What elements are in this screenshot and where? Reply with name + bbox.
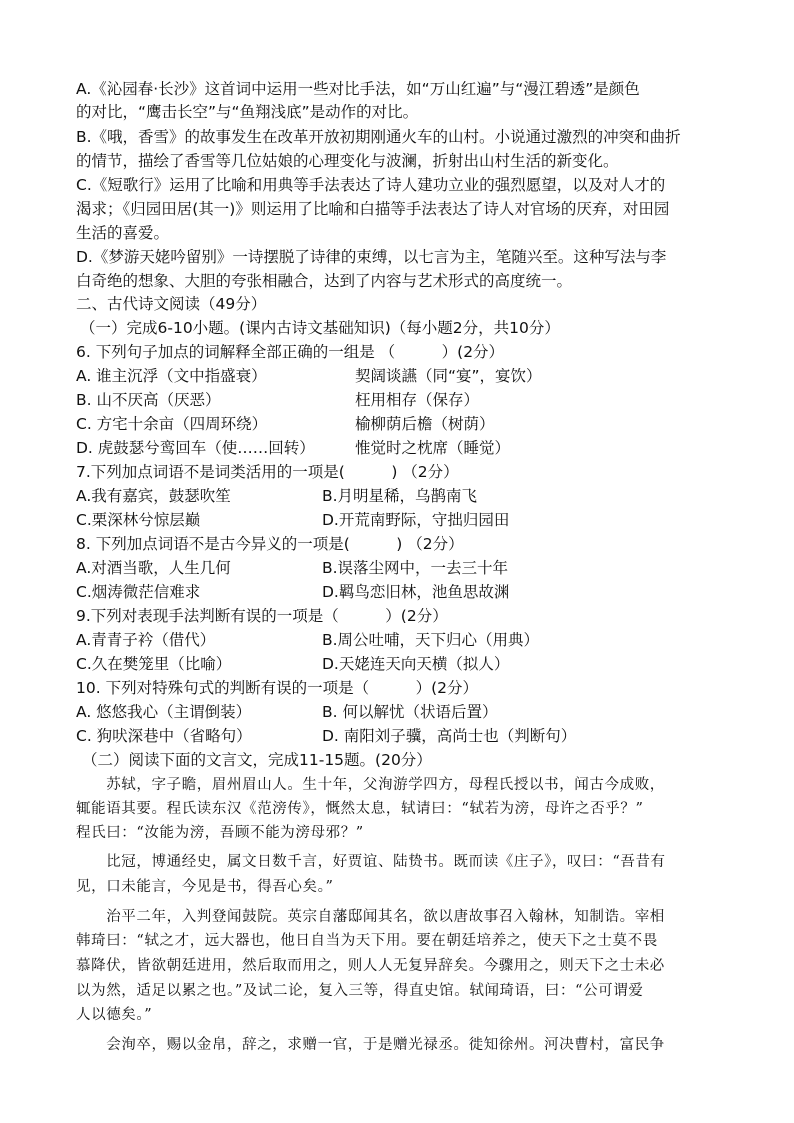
passage-line: 见，口未能言，今见是书，得吾心矣。” — [76, 879, 334, 895]
q7-option-d: D.开荒南野际，守拙归园田 — [322, 511, 510, 529]
passage-line: 治平二年，入判登闻鼓院。英宗自藩邸闻其名，欲以唐故事召入翰林，知制诰。宰相 — [76, 909, 665, 925]
question-stem: 6. 下列句子加点的词解释全部正确的一组是 （ ）(2分） — [76, 343, 505, 361]
q6-option-a-right: 契阔谈讌（同“宴”，宴饮） — [355, 367, 542, 385]
q9-option-b: B.周公吐哺，天下归心（用典） — [322, 631, 540, 649]
q9-option-d: D.天姥连天向天横（拟人） — [322, 655, 510, 673]
q5-option-c-line3: 生活的喜爱。 — [76, 224, 170, 242]
q8-option-c: C.烟涛微茫信难求 — [76, 583, 201, 601]
passage-line: 苏轼，字子瞻，眉州眉山人。生十年，父洵游学四方，母程氏授以书，闻古今成败， — [76, 777, 665, 793]
q5-option-d-line2: 白奇绝的想象、大胆的夸张相融合，达到了内容与艺术形式的高度统一。 — [76, 272, 573, 290]
q5-option-b-line1: B.《哦，香雪》的故事发生在改革开放初期刚通火车的山村。小说通过激烈的冲突和曲折 — [76, 128, 681, 146]
passage-line: 慕降伏，皆欲朝廷进用，然后取而用之，则人人无复异辞矣。今骤用之，则天下之士未必 — [76, 958, 665, 974]
q9-option-c: C.久在樊笼里（比喻） — [76, 655, 232, 673]
q6-option-a: A. 谁主沉浮（文中指盛衰） — [76, 367, 267, 385]
q8-option-b: B.误落尘网中，一去三十年 — [322, 559, 509, 577]
q7-option-b: B.月明星稀，乌鹊南飞 — [322, 487, 478, 505]
q10-option-b: B. 何以解忧（状语后置） — [322, 703, 498, 721]
question-stem: 8. 下列加点词语不是古今异义的一项是( ) （2分） — [76, 535, 464, 553]
q5-option-c-line1: C.《短歌行》运用了比喻和用典等手法表达了诗人建功立业的强烈愿望，以及对人才的 — [76, 176, 666, 194]
passage-line: 人以德矣。” — [76, 1007, 153, 1023]
q5-option-d-line1: D.《梦游天姥吟留别》一诗摆脱了诗律的束缚，以七言为主，笔随兴至。这种写法与李 — [76, 248, 667, 266]
q6-option-b-right: 枉用相存（保存） — [355, 391, 480, 409]
q6-option-b: B. 山不厌高（厌恶） — [76, 391, 221, 409]
q10-option-a: A. 悠悠我心（主谓倒装） — [76, 703, 252, 721]
q6-option-d: D. 虎鼓瑟兮鸾回车（使……回转） — [76, 439, 315, 457]
q5-option-a-line2: 的对比，“鹰击长空”与“鱼翔浅底”是动作的对比。 — [76, 103, 419, 121]
passage-line: 比冠，博通经史，属文日数千言，好贾谊、陆贽书。既而读《庄子》，叹曰：“吾昔有 — [76, 854, 666, 870]
q8-option-a: A.对酒当歌，人生几何 — [76, 559, 231, 577]
q5-option-c-line2: 渴求；《归园田居(其一)》则运用了比喻和白描等手法表达了诗人对官场的厌弃，对田园 — [76, 200, 670, 218]
q6-option-c: C. 方宅十余亩（四周环绕） — [76, 415, 268, 433]
section-heading: 二、古代诗文阅读（49分） — [76, 295, 267, 313]
q10-option-d: D. 南阳刘子骥，高尚士也（判断句） — [322, 727, 577, 745]
question-stem: 9.下列对表现手法判断有误的一项是（ ）(2分） — [76, 607, 448, 625]
part-heading: （二）阅读下面的文言文，完成11-15题。(20分） — [82, 751, 432, 769]
q9-option-a: A.青青子衿（借代） — [76, 631, 216, 649]
q5-option-a-line1: A.《沁园春·长沙》这首词中运用一些对比手法，如“万山红遍”与“漫江碧透”是颜色 — [76, 80, 640, 98]
q6-option-d-right: 惟觉时之枕席（睡觉） — [355, 439, 511, 457]
q10-option-c: C. 狗吠深巷中（省略句） — [76, 727, 252, 745]
q8-option-d: D.羁鸟恋旧林，池鱼思故渊 — [322, 583, 510, 601]
q7-option-a: A.我有嘉宾，鼓瑟吹笙 — [76, 487, 231, 505]
passage-line: 韩琦曰：“轼之才，远大器也，他日自当为天下用。要在朝廷培养之，使天下之士莫不畏 — [76, 933, 658, 949]
question-stem: 10. 下列对特殊句式的判断有误的一项是（ ）(2分） — [76, 679, 478, 697]
part-heading: （一）完成6-10小题。(课内古诗文基础知识)（每小题2分，共10分） — [80, 319, 560, 337]
passage-line: 会洵卒，赐以金帛，辞之，求赠一官，于是赠光禄丞。徙知徐州。河决曹村，富民争 — [76, 1037, 665, 1053]
passage-line: 以为然，适足以累之也。”及试二论，复入三等，得直史馆。轼闻琦语，曰：“公可谓爱 — [76, 983, 644, 999]
passage-line: 辄能语其要。程氏读东汉《范滂传》，慨然太息，轼请曰：“轼若为滂，母许之否乎？” — [76, 801, 644, 817]
question-stem: 7.下列加点词语不是词类活用的一项是( ) （2分） — [76, 463, 459, 481]
q5-option-b-line2: 的情节，描绘了香雪等几位姑娘的心理变化与波澜，折射出山村生活的新变化。 — [76, 152, 619, 170]
q7-option-c: C.栗深林兮惊层巅 — [76, 511, 201, 529]
passage-line: 程氏曰：“汝能为滂，吾顾不能为滂母邪？” — [76, 825, 364, 841]
q6-option-c-right: 榆柳荫后檐（树荫） — [355, 415, 495, 433]
